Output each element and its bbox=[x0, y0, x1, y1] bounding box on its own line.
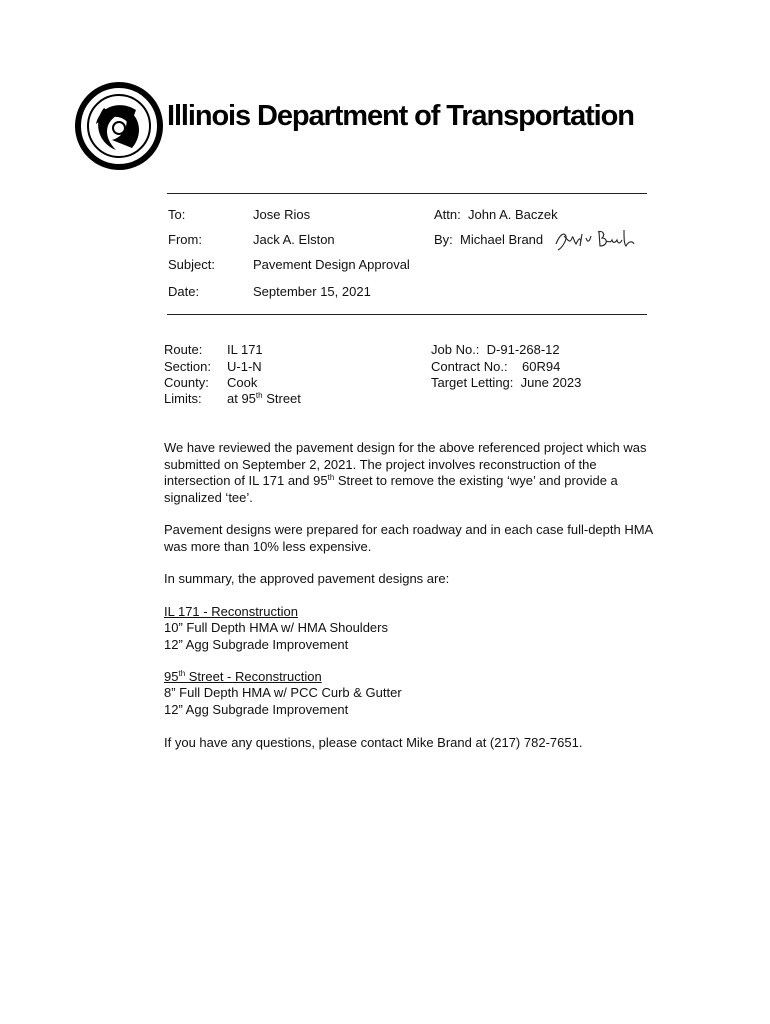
contract-value: 60R94 bbox=[522, 359, 561, 374]
by-label: By: bbox=[434, 232, 453, 247]
route-label: Route: bbox=[164, 342, 203, 357]
paragraph-designs: Pavement designs were prepared for each roadway and in each case full-depth HMA was more than 10% less expensive. bbox=[164, 522, 653, 554]
subject-label: Subject: bbox=[168, 257, 215, 272]
date-label: Date: bbox=[168, 284, 200, 299]
attn-line bbox=[434, 207, 558, 222]
route-value: IL 171 bbox=[227, 342, 263, 357]
st95-line-1: 8” Full Depth HMA w/ PCC Curb & Gutter bbox=[164, 685, 402, 700]
idot-logo-icon bbox=[74, 80, 164, 172]
paragraph-review: We have reviewed the pavement design for the above referenced project which was submitted on September 2, 2021. The project involves reconstruction of the intersection of IL 171 and 95th Street to remove the existing ‘wye’ and provide a signalized ‘tee’. bbox=[164, 440, 647, 505]
st95-line-2: 12” Agg Subgrade Improvement bbox=[164, 702, 349, 717]
to-label: To: bbox=[168, 207, 186, 222]
il171-heading: IL 171 - Reconstruction bbox=[164, 604, 298, 619]
st95-heading: 95th Street - Reconstruction bbox=[164, 669, 322, 684]
agency-name: Illinois Department of Transportation bbox=[167, 100, 634, 132]
il171-line-1: 10” Full Depth HMA w/ HMA Shoulders bbox=[164, 620, 388, 635]
handwritten-signature bbox=[550, 226, 636, 254]
header-bottom-divider bbox=[167, 314, 647, 315]
section-label: Section: bbox=[164, 359, 211, 374]
paragraph-summary: In summary, the approved pavement designs are: bbox=[164, 571, 450, 586]
il171-line-2: 12” Agg Subgrade Improvement bbox=[164, 637, 349, 652]
job-value: D-91-268-12 bbox=[486, 342, 560, 357]
by-line bbox=[434, 232, 543, 247]
date-value: September 15, 2021 bbox=[253, 284, 371, 299]
letting-label: Target Letting: bbox=[431, 375, 514, 390]
subject-value: Pavement Design Approval bbox=[253, 257, 410, 272]
from-label: From: bbox=[168, 232, 202, 247]
contract-label: Contract No.: bbox=[431, 359, 508, 374]
letting-value: June 2023 bbox=[520, 375, 582, 390]
from-value: Jack A. Elston bbox=[253, 232, 335, 247]
section-value: U-1-N bbox=[227, 359, 262, 374]
job-line bbox=[431, 342, 560, 357]
header-top-divider bbox=[167, 193, 647, 194]
county-value: Cook bbox=[227, 375, 258, 390]
contract-line bbox=[431, 359, 560, 374]
limits-label: Limits: bbox=[164, 391, 202, 406]
job-label: Job No.: bbox=[431, 342, 480, 357]
by-value: Michael Brand bbox=[460, 232, 544, 247]
attn-value: John A. Baczek bbox=[467, 207, 558, 222]
to-value: Jose Rios bbox=[253, 207, 311, 222]
limits-value: at 95th Street bbox=[227, 391, 301, 406]
closing-line: If you have any questions, please contact Mike Brand at (217) 782-7651. bbox=[164, 735, 583, 750]
county-label: County: bbox=[164, 375, 209, 390]
letting-line bbox=[431, 375, 581, 390]
attn-label: Attn: bbox=[434, 207, 461, 222]
